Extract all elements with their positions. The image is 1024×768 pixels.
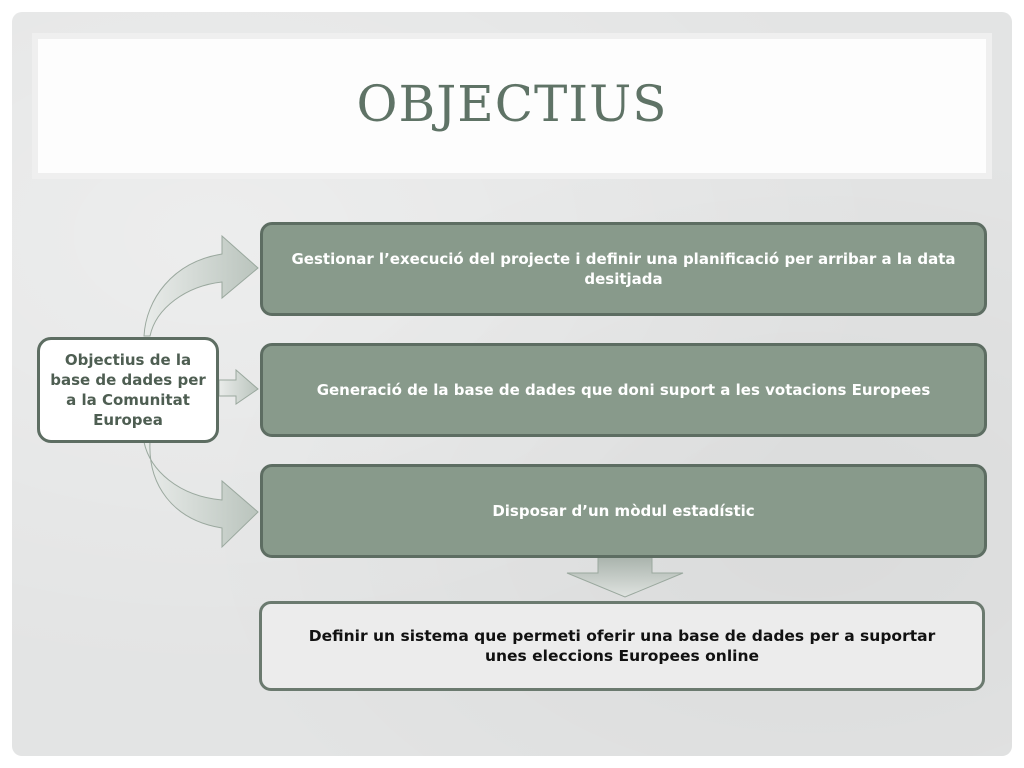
straight-arrow-right — [219, 370, 258, 404]
down-arrow — [567, 557, 683, 597]
objective-node-2 — [260, 343, 987, 437]
objective-label-1: Gestionar l’execució del projecte i definir una planificació per arribar a la data desitjada — [291, 250, 956, 288]
result-node-label: Definir un sistema que permeti oferir una base de dades per a suportar unes eleccions Europees online — [308, 627, 936, 665]
curved-arrow-up — [144, 236, 258, 336]
result-node — [259, 601, 985, 691]
objective-label-2: Generació de la base de dades que doni suport a les votacions Europees — [316, 381, 931, 399]
source-node — [37, 337, 219, 443]
objective-node-3 — [260, 464, 987, 558]
slide-title: OBJECTIUS — [356, 75, 668, 133]
curved-arrow-down — [144, 442, 258, 547]
objective-node-1 — [260, 222, 987, 316]
source-node-label: Objectius de la base de dades per a la Comunitat Europea — [50, 351, 206, 429]
objective-label-3: Disposar d’un mòdul estadístic — [492, 502, 755, 520]
